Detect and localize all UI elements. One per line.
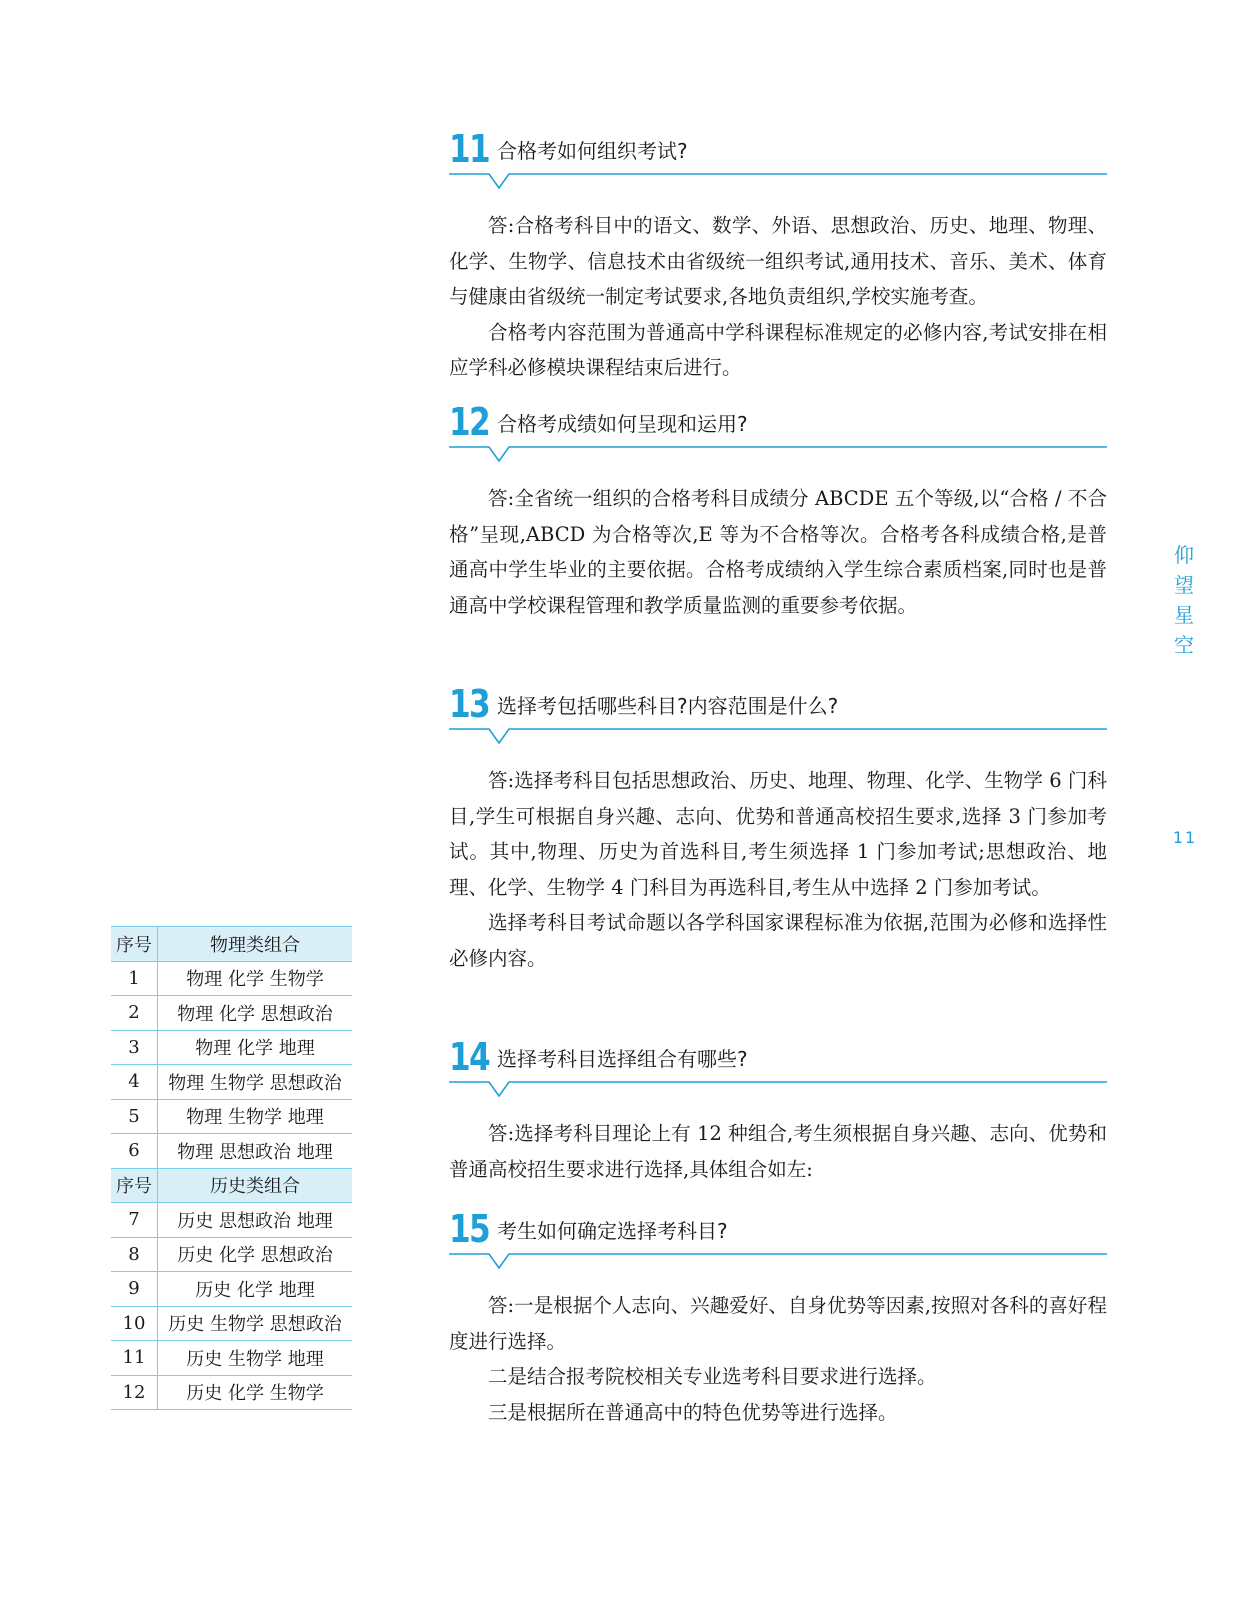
cell-combination: 历史 化学 生物学 bbox=[158, 1375, 353, 1410]
table-row bbox=[111, 1375, 352, 1410]
table-row bbox=[111, 1134, 352, 1169]
question-rule bbox=[449, 446, 1107, 466]
cell-combination: 物理 生物学 思想政治 bbox=[158, 1065, 353, 1100]
question-number: 12 bbox=[449, 400, 490, 444]
cell-combination: 历史 化学 思想政治 bbox=[158, 1237, 353, 1272]
header-cell-number: 序号 bbox=[111, 1168, 158, 1203]
table-row bbox=[111, 1030, 352, 1065]
side-title-char: 空 bbox=[1174, 633, 1194, 657]
table-row bbox=[111, 961, 352, 996]
answer-text bbox=[449, 1254, 1107, 1430]
side-title-char: 星 bbox=[1174, 603, 1194, 627]
qa-section-11 bbox=[449, 122, 1107, 386]
subject-combination-table bbox=[111, 926, 352, 1410]
answer-paragraph: 答:选择考科目包括思想政治、历史、地理、物理、化学、生物学 6 门科目,学生可根据自身兴趣、志向、优势和普通高校招生要求,选择 3 门参加考试。其中,物理、历史为首选科目,考生须选择 1 门参加考试;思想政治、地理、化学、生物学 4 门科目为再选科目,考生从中选择 2 门参加考试。 bbox=[449, 769, 1107, 899]
question-number: 13 bbox=[449, 682, 490, 726]
cell-number: 5 bbox=[111, 1099, 158, 1134]
answer-paragraph: 合格考内容范围为普通高中学科课程标准规定的必修内容,考试安排在相应学科必修模块课程结束后进行。 bbox=[449, 320, 1107, 379]
side-title-char: 望 bbox=[1174, 573, 1194, 597]
table-row bbox=[111, 1306, 352, 1341]
cell-number: 8 bbox=[111, 1237, 158, 1272]
question-rule bbox=[449, 1253, 1107, 1273]
question-rule bbox=[449, 728, 1107, 748]
answer-text bbox=[449, 729, 1107, 976]
question-rule bbox=[449, 1081, 1107, 1101]
answer-text bbox=[449, 174, 1107, 386]
page-number: 11 bbox=[1172, 828, 1198, 847]
cell-number: 6 bbox=[111, 1134, 158, 1169]
table-row bbox=[111, 1203, 352, 1238]
table-row bbox=[111, 1065, 352, 1100]
question-title: 选择考包括哪些科目?内容范围是什么? bbox=[497, 694, 839, 718]
header-cell-combination: 物理类组合 bbox=[158, 927, 353, 962]
answer-paragraph: 三是根据所在普通高中的特色优势等进行选择。 bbox=[488, 1400, 898, 1424]
cell-combination: 物理 生物学 地理 bbox=[158, 1099, 353, 1134]
question-rule bbox=[449, 173, 1107, 193]
table-row bbox=[111, 996, 352, 1031]
question-header bbox=[449, 122, 1107, 174]
cell-combination: 历史 化学 地理 bbox=[158, 1272, 353, 1307]
qa-section-14 bbox=[449, 1030, 1107, 1187]
header-cell-combination: 历史类组合 bbox=[158, 1168, 353, 1203]
question-title: 考生如何确定选择考科目? bbox=[497, 1219, 728, 1243]
answer-paragraph: 答:全省统一组织的合格考科目成绩分 ABCDE 五个等级,以“合格 / 不合格”呈现,ABCD 为合格等次,E 等为不合格等次。合格考各科成绩合格,是普通高中学生毕业的主要依据。合格考成绩纳入学生综合素质档案,同时也是普通高中学校课程管理和教学质量监测的重要参考依据。 bbox=[449, 487, 1107, 617]
cell-combination: 物理 思想政治 地理 bbox=[158, 1134, 353, 1169]
question-header bbox=[449, 1030, 1107, 1082]
table-row bbox=[111, 1237, 352, 1272]
qa-section-13 bbox=[449, 677, 1107, 976]
header-cell-number: 序号 bbox=[111, 927, 158, 962]
cell-number: 10 bbox=[111, 1306, 158, 1341]
qa-section-15 bbox=[449, 1202, 1107, 1430]
cell-number: 11 bbox=[111, 1341, 158, 1376]
question-header bbox=[449, 1202, 1107, 1254]
answer-paragraph: 选择考科目考试命题以各学科国家课程标准为依据,范围为必修和选择性必修内容。 bbox=[449, 911, 1107, 970]
cell-number: 2 bbox=[111, 996, 158, 1031]
question-number: 14 bbox=[449, 1035, 490, 1079]
cell-number: 1 bbox=[111, 961, 158, 996]
question-number: 15 bbox=[449, 1207, 490, 1251]
cell-number: 4 bbox=[111, 1065, 158, 1100]
cell-combination: 历史 生物学 地理 bbox=[158, 1341, 353, 1376]
answer-paragraph: 答:选择考科目理论上有 12 种组合,考生须根据自身兴趣、志向、优势和普通高校招生要求进行选择,具体组合如左: bbox=[449, 1122, 1107, 1181]
question-header bbox=[449, 677, 1107, 729]
question-title: 合格考如何组织考试? bbox=[497, 139, 688, 163]
side-chapter-title bbox=[1172, 540, 1196, 660]
table-row bbox=[111, 1099, 352, 1134]
cell-combination: 物理 化学 思想政治 bbox=[158, 996, 353, 1031]
cell-number: 9 bbox=[111, 1272, 158, 1307]
answer-text bbox=[449, 447, 1107, 623]
question-title: 选择考科目选择组合有哪些? bbox=[497, 1047, 748, 1071]
table-row bbox=[111, 1341, 352, 1376]
cell-number: 3 bbox=[111, 1030, 158, 1065]
cell-number: 12 bbox=[111, 1375, 158, 1410]
question-number: 11 bbox=[449, 127, 490, 171]
answer-paragraph: 答:合格考科目中的语文、数学、外语、思想政治、历史、地理、物理、化学、生物学、信息技术由省级统一组织考试,通用技术、音乐、美术、体育与健康由省级统一制定考试要求,各地负责组织,学校实施考查。 bbox=[449, 214, 1107, 308]
answer-paragraph: 二是结合报考院校相关专业选考科目要求进行选择。 bbox=[488, 1365, 937, 1388]
cell-number: 7 bbox=[111, 1203, 158, 1238]
answer-paragraph: 答:一是根据个人志向、兴趣爱好、自身优势等因素,按照对各科的喜好程度进行选择。 bbox=[449, 1294, 1107, 1353]
table-header-row bbox=[111, 1168, 352, 1203]
table-row bbox=[111, 1272, 352, 1307]
cell-combination: 物理 化学 地理 bbox=[158, 1030, 353, 1065]
cell-combination: 历史 生物学 思想政治 bbox=[158, 1306, 353, 1341]
table-header-row bbox=[111, 927, 352, 962]
side-title-char: 仰 bbox=[1174, 543, 1194, 567]
qa-section-12 bbox=[449, 395, 1107, 623]
cell-combination: 历史 思想政治 地理 bbox=[158, 1203, 353, 1238]
question-header bbox=[449, 395, 1107, 447]
cell-combination: 物理 化学 生物学 bbox=[158, 961, 353, 996]
question-title: 合格考成绩如何呈现和运用? bbox=[497, 412, 748, 436]
